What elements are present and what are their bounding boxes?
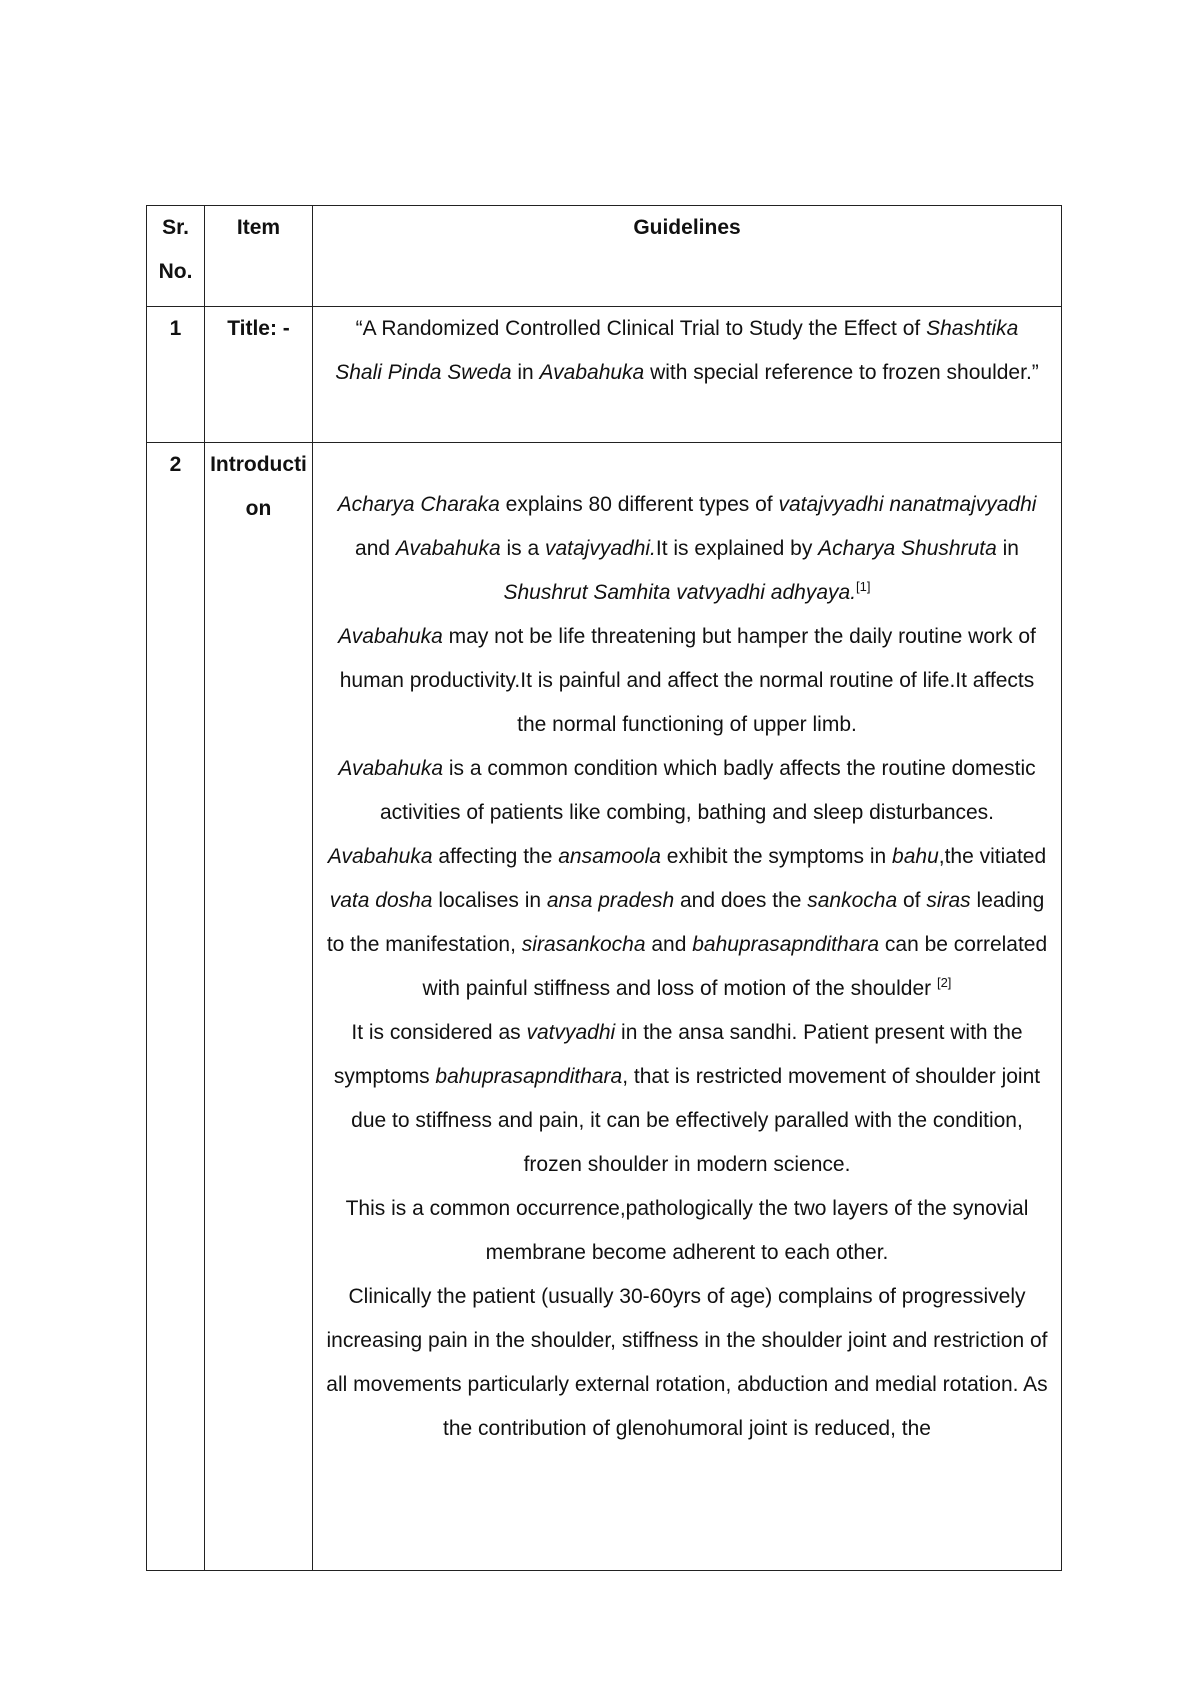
text-run: , that is restricted movement of shoulder joint due to stiffness and pain, it can be effectively paralled with the condition, frozen shoulder in modern science. [351,1065,1041,1176]
text-run: in the ansa sandhi. Patient present with the symptoms [333,1021,1023,1088]
intro-paragraph-6: This is a common occurrence,pathologically the two layers of the synovial membrane become adherent to each other. [345,1197,1029,1264]
title-text: with special reference to frozen shoulder.” [644,361,1039,384]
intro-paragraph-7: Clinically the patient (usually 30-60yrs of age) complains of progressively increasing pain in the shoulder, stiffness in the shoulder joint and restriction of all movements particularly external rotation, abduction and medial rotation. As the contribution of glenohumoral joint is reduced, the [326,1285,1048,1440]
intro-paragraph-3 [323,747,1051,835]
text-run: ,the vitiated [938,845,1047,868]
text-run: is a [500,537,545,560]
row-sr-number: 2 [147,443,205,1571]
italic-term: bahuprasapndithara [692,933,880,956]
intro-paragraph-4 [323,835,1051,1011]
text-run: localises in [432,889,547,912]
text-run: leading to the manifestation, [326,889,1045,956]
text-run: exhibit the symptoms in [660,845,893,868]
italic-term: vatajvyadhi nanatmajvyadhi [778,493,1037,516]
italic-term: Avabahuka [338,625,443,648]
row-item-label: Introduction [205,443,313,1571]
table-row [147,307,1062,443]
text-run: of [897,889,927,912]
guidelines-table [146,205,1062,1571]
text-run: and [355,537,396,560]
italic-term: vatvyadhi [526,1021,616,1044]
header-item: Item [205,206,313,307]
table-header-row [147,206,1062,307]
table-row [147,443,1062,1571]
italic-term: sankocha [807,889,898,912]
text-run: is a common condition which badly affects the routine domestic activities of patients like combing, bathing and sleep disturbances. [379,757,1036,824]
italic-term: sirasankocha [521,933,646,956]
italic-term: Acharya Charaka [337,493,500,516]
text-run: and does the [674,889,808,912]
text-run: It is explained by [655,537,819,560]
row-sr-number: 1 [147,307,205,443]
introduction-guideline-cell [313,443,1062,1571]
italic-term: Shushrut Samhita vatvyadhi adhyaya. [503,581,857,604]
italic-term: siras [926,889,971,912]
title-text-italic: Avabahuka [539,361,645,384]
title-text: “A Randomized Controlled Clinical Trial to Study the Effect of [355,317,927,340]
text-run: may not be life threatening but hamper the daily routine work of human productivity.It is painful and affect the normal routine of life.It affects the normal functioning of upper limb. [339,625,1036,736]
italic-term: Avabahuka [395,537,501,560]
text-run: in [996,537,1019,560]
italic-term: ansamoola [558,845,661,868]
text-run: can be correlated with painful stiffness and loss of motion of the shoulder [422,933,1048,1000]
intro-paragraph-2 [323,615,1051,747]
italic-term: Acharya Shushruta [818,537,997,560]
text-run: explains 80 different types of [499,493,779,516]
italic-term: Avabahuka [327,845,433,868]
citation-reference: [1] [856,579,871,594]
header-sr-no: Sr. No. [147,206,205,307]
italic-term: bahu [892,845,939,868]
text-run: and [645,933,693,956]
italic-term: vatajvyadhi. [544,537,656,560]
row-item-label: Title: - [205,307,313,443]
text-run: It is considered as [351,1021,527,1044]
italic-term: vata dosha [329,889,433,912]
italic-term: ansa pradesh [546,889,675,912]
title-guideline-cell [313,307,1062,443]
text-run: affecting the [432,845,559,868]
citation-reference: [2] [936,975,952,990]
intro-paragraph-1 [323,483,1051,615]
italic-term: bahuprasapndithara [435,1065,623,1088]
title-text-italic: Shashtika Shali Pinda Sweda [335,317,1019,384]
title-text: in [511,361,540,384]
header-guidelines: Guidelines [313,206,1062,307]
intro-paragraph-5 [323,1011,1051,1187]
italic-term: Avabahuka [338,757,444,780]
